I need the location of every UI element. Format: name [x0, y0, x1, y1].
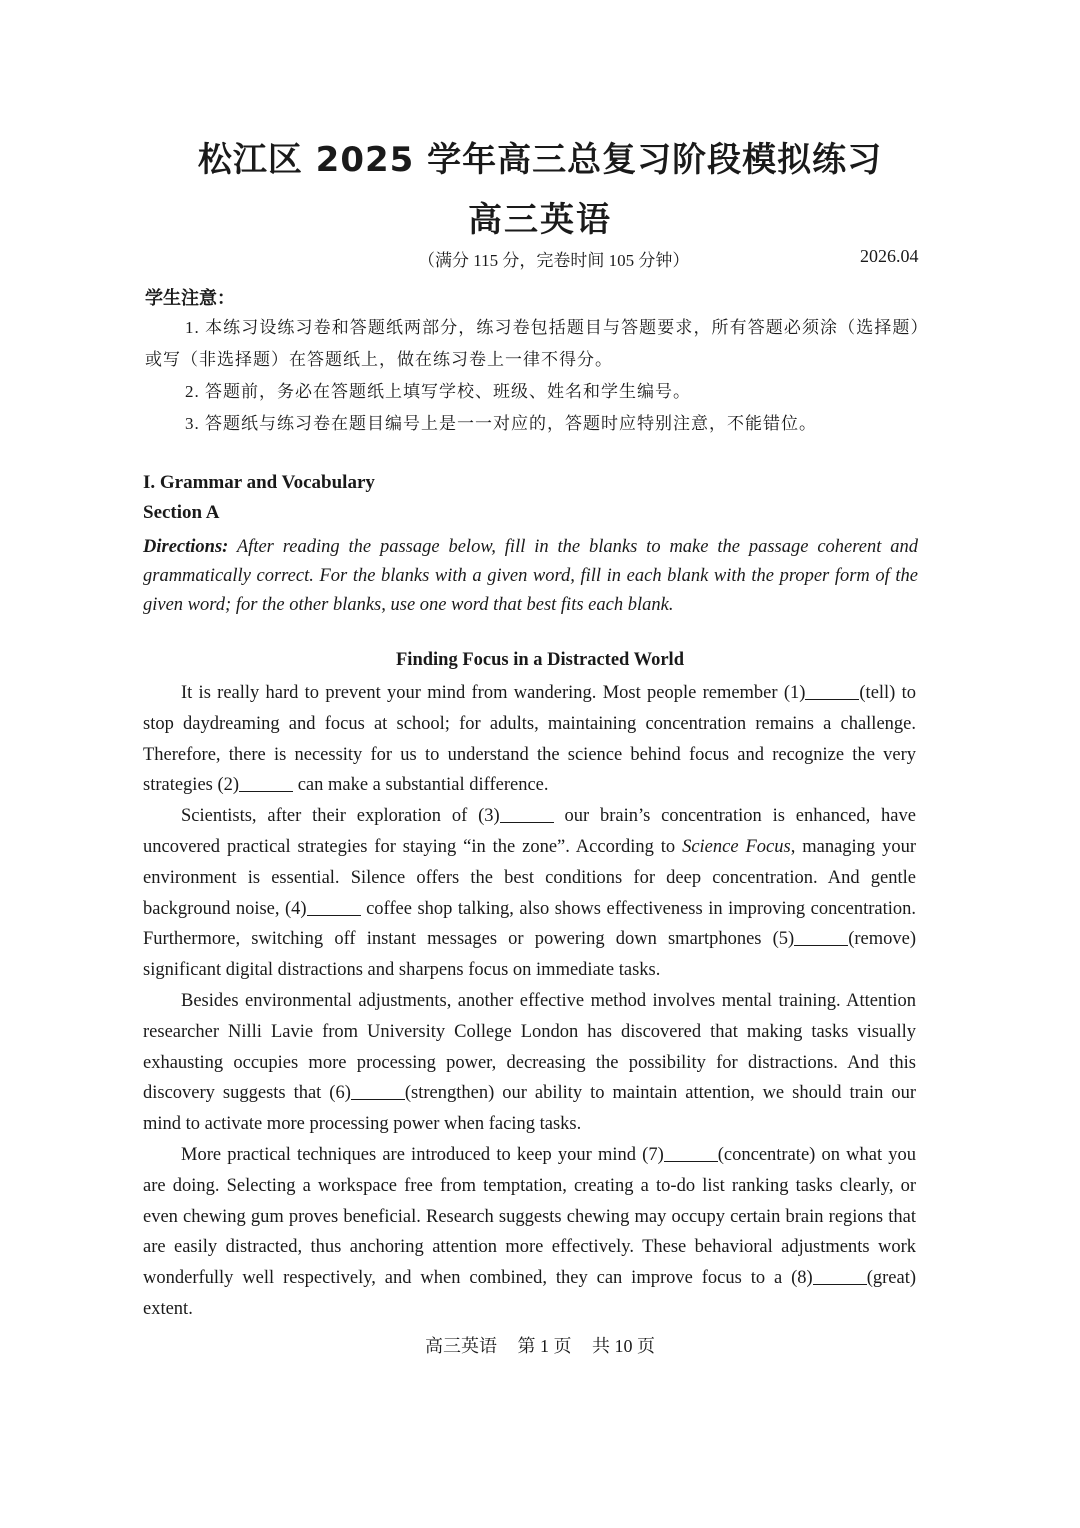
text-run: (tell) to stop daydreaming and focus at school; for adults, maintaining concentration remains a challenge. Therefore, there is necessity for us to understand the science behind focus and recognize the very strategies (2): [143, 683, 916, 796]
text-run: (strengthen) our ability to maintain attention, we should train our mind to activate more processing power when facing tasks.: [143, 1083, 916, 1135]
text-run: It is really hard to prevent your mind from wandering. Most people remember (1): [181, 683, 806, 703]
text-run: Scientists, after their exploration of (3): [181, 806, 500, 827]
notice-heading: 学生注意：: [145, 288, 235, 309]
exam-date: 2026.04: [860, 246, 919, 266]
paragraph-3: [143, 986, 916, 1140]
subject-title: 高三英语: [468, 200, 612, 240]
text-run: can make a substantial difference.: [293, 775, 549, 796]
text-run: (concentrate) on what you are doing. Selecting a workspace free from temptation, creating a to-do list ranking tasks clearly, or even chewing gum proves beneficial. Research suggests chewing may occupy certain brain regions that are easily distracted, thus anchoring attention more effectively. These behavioral adjustments work wonderfully well respectively, and when combined, they can improve focus to a (8): [143, 1144, 916, 1289]
text-run: coffee shop talking, also shows effectiveness in improving concentration. Furthermore, switching off instant messages or powering down smartphones (5): [143, 898, 916, 950]
notice-item: 3. 答题纸与练习卷在题目编号上是一一对应的，答题时应特别注意，不能错位。: [185, 414, 817, 433]
notice-item: 2. 答题前，务必在答题纸上填写学校、班级、姓名和学生编号。: [185, 382, 691, 401]
text-run: (remove) significant digital distractions and sharpens focus on immediate tasks.: [143, 929, 916, 981]
text-run: our brain’s concentration is enhanced, have uncovered practical strategies for staying “in the zone”. According to: [143, 806, 916, 857]
source-title: Science Focus: [682, 836, 791, 857]
passage-title: Finding Focus in a Distracted World: [396, 650, 684, 670]
directions-text: After reading the passage below, fill in the blanks to make the passage coherent and grammatically correct. For the blanks with a given word, fill in each blank with the proper form of the given word; for the other blanks, use one word that best fits each blank.: [143, 537, 919, 615]
exam-title: 松江区 2025 学年高三总复习阶段模拟练习: [197, 140, 883, 180]
section-heading: Section A: [143, 502, 220, 523]
blank-6: [351, 1081, 405, 1101]
paragraph-1: [143, 678, 916, 801]
blank-4: [307, 896, 361, 916]
paragraph-4: [143, 1140, 916, 1325]
paragraph-2: [143, 801, 916, 986]
text-run: More practical techniques are introduced to keep your mind (7): [181, 1144, 664, 1165]
directions-label: Directions:: [143, 537, 229, 557]
blank-8: [813, 1266, 867, 1286]
blank-5: [794, 927, 848, 947]
text-run: Besides environmental adjustments, another effective method involves mental training. Attention researcher Nilli Lavie from University College London has discovered that making tasks visually exhausting occupies more processing power, decreasing the possibility for distractions. And this discovery suggests that (6): [143, 990, 916, 1104]
page-footer: [0, 1332, 1080, 1358]
footer-total: 共 10 页: [592, 1336, 655, 1356]
blank-7: [664, 1142, 718, 1162]
text-run: (great) extent.: [143, 1268, 916, 1319]
notice-list: [145, 312, 920, 440]
footer-subject: 高三英语: [425, 1336, 497, 1356]
blank-2: [239, 773, 293, 793]
text-run: , managing your environment is essential. Silence offers the best conditions for deep concentration. And gentle background noise, (4): [143, 836, 916, 919]
footer-page: 第 1 页: [517, 1336, 572, 1356]
blank-1: [805, 681, 859, 701]
score-time-note: （满分 115 分，完卷时间 105 分钟）: [418, 251, 690, 270]
directions: [143, 533, 918, 620]
notice-item: 1. 本练习设练习卷和答题纸两部分，练习卷包括题目与答题要求，所有答题必须涂（选择题）或写（非选择题）在答题纸上，做在练习卷上一律不得分。: [145, 318, 920, 369]
blank-3: [500, 804, 554, 824]
exam-meta: [0, 246, 1080, 270]
part-heading: I. Grammar and Vocabulary: [143, 472, 375, 493]
passage: [143, 678, 916, 1325]
